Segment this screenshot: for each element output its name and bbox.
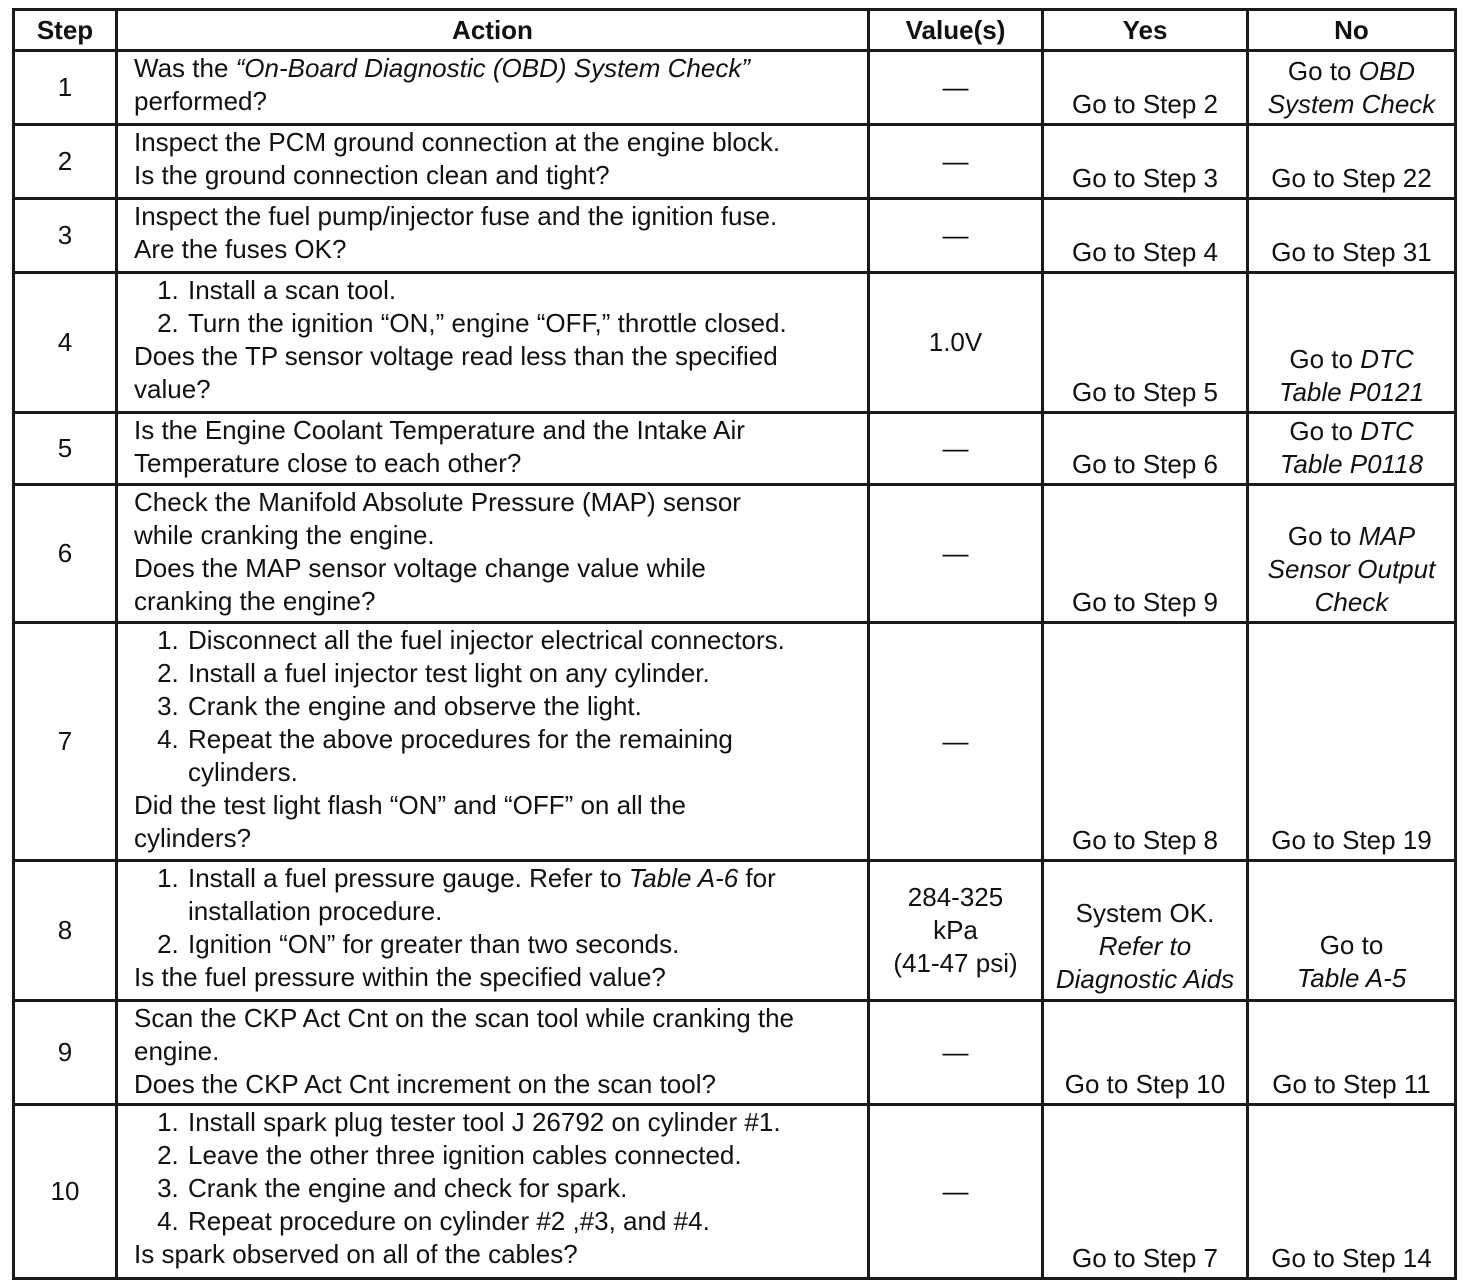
no-cell: Go to DTC Table P0121: [1248, 273, 1456, 413]
value-cell: —: [869, 1001, 1043, 1105]
yes-cell: Go to Step 7: [1043, 1105, 1248, 1279]
action-cell: Check the Manifold Absolute Pressure (MAP) sensor while cranking the engine. Does the MAP sensor voltage change value while cranking the engine?: [117, 485, 869, 623]
header-yes: Yes: [1043, 10, 1248, 51]
action-step: 1. Install a fuel pressure gauge. Refer to Table A-6 for installation procedure.: [186, 862, 819, 928]
value-cell: 284-325 kPa (41-47 psi): [869, 861, 1043, 1001]
value-cell: —: [869, 1105, 1043, 1279]
table-row: [14, 1105, 1456, 1279]
yes-cell: Go to Step 3: [1043, 125, 1248, 199]
action-step: 2. Ignition “ON” for greater than two seconds.: [186, 928, 819, 961]
action-cell: [117, 861, 869, 1001]
step-number: 7: [14, 623, 117, 861]
table-row: [14, 199, 1456, 273]
action-step: 4. Repeat the above procedures for the remaining cylinders.: [186, 723, 807, 789]
no-cell: Go to Step 19: [1248, 623, 1456, 861]
value-cell: —: [869, 125, 1043, 199]
action-step: 2. Install a fuel injector test light on any cylinder.: [186, 657, 807, 690]
no-cell: Go to Step 11: [1248, 1001, 1456, 1105]
action-steps-list: [134, 274, 859, 340]
action-cell: Scan the CKP Act Cnt on the scan tool while cranking the engine. Does the CKP Act Cnt increment on the scan tool?: [117, 1001, 869, 1105]
action-step: 1. Install spark plug tester tool J 26792 on cylinder #1.: [186, 1106, 859, 1139]
value-cell: —: [869, 199, 1043, 273]
step-number: 8: [14, 861, 117, 1001]
table-row: [14, 1001, 1456, 1105]
action-cell: [117, 1105, 869, 1279]
yes-cell: Go to Step 5: [1043, 273, 1248, 413]
header-row: [14, 10, 1456, 51]
step-number: 1: [14, 51, 117, 125]
yes-cell: Go to Step 9: [1043, 485, 1248, 623]
action-steps-list: [134, 1106, 859, 1238]
action-step: 3. Crank the engine and check for spark.: [186, 1172, 859, 1205]
no-cell: Go to Step 31: [1248, 199, 1456, 273]
action-question: Did the test light flash “ON” and “OFF” on all the cylinders?: [134, 790, 686, 853]
action-step: 3. Crank the engine and observe the light.: [186, 690, 807, 723]
step-number: 5: [14, 413, 117, 485]
action-cell: Inspect the fuel pump/injector fuse and the ignition fuse. Are the fuses OK?: [117, 199, 869, 273]
action-question: Does the TP sensor voltage read less than the specified value?: [134, 341, 778, 404]
value-cell: —: [869, 485, 1043, 623]
action-cell: Was the “On-Board Diagnostic (OBD) System Check” performed?: [117, 51, 869, 125]
yes-cell: System OK. Refer to Diagnostic Aids: [1043, 861, 1248, 1001]
diagnostic-table: [12, 8, 1457, 1280]
yes-cell: Go to Step 4: [1043, 199, 1248, 273]
action-step: 2. Turn the ignition “ON,” engine “OFF,” throttle closed.: [186, 307, 859, 340]
action-cell: Inspect the PCM ground connection at the engine block. Is the ground connection clean and tight?: [117, 125, 869, 199]
step-number: 2: [14, 125, 117, 199]
yes-cell: Go to Step 6: [1043, 413, 1248, 485]
table-row: [14, 413, 1456, 485]
action-steps-list: [134, 862, 859, 961]
yes-cell: Go to Step 2: [1043, 51, 1248, 125]
no-cell: Go to Step 14: [1248, 1105, 1456, 1279]
action-step: 2. Leave the other three ignition cables connected.: [186, 1139, 859, 1172]
table-row: [14, 125, 1456, 199]
header-step: Step: [14, 10, 117, 51]
value-cell: —: [869, 51, 1043, 125]
no-cell: Go to Step 22: [1248, 125, 1456, 199]
table-row: [14, 861, 1456, 1001]
table-row: [14, 623, 1456, 861]
step-number: 4: [14, 273, 117, 413]
no-cell: Go to Table A-5: [1248, 861, 1456, 1001]
header-action: Action: [117, 10, 869, 51]
action-question: Is the fuel pressure within the specified value?: [134, 962, 666, 992]
table-row: [14, 273, 1456, 413]
action-cell: [117, 623, 869, 861]
no-cell: Go to DTC Table P0118: [1248, 413, 1456, 485]
step-number: 10: [14, 1105, 117, 1279]
action-step: 1. Disconnect all the fuel injector electrical connectors.: [186, 624, 807, 657]
value-cell: —: [869, 623, 1043, 861]
no-cell: Go to OBD System Check: [1248, 51, 1456, 125]
step-number: 9: [14, 1001, 117, 1105]
header-no: No: [1248, 10, 1456, 51]
value-cell: 1.0V: [869, 273, 1043, 413]
step-number: 6: [14, 485, 117, 623]
value-cell: —: [869, 413, 1043, 485]
action-step: 4. Repeat procedure on cylinder #2 ,#3, and #4.: [186, 1205, 859, 1238]
step-number: 3: [14, 199, 117, 273]
header-values: Value(s): [869, 10, 1043, 51]
yes-cell: Go to Step 8: [1043, 623, 1248, 861]
action-steps-list: [134, 624, 807, 789]
action-cell: Is the Engine Coolant Temperature and the Intake Air Temperature close to each other?: [117, 413, 869, 485]
no-cell: Go to MAP Sensor Output Check: [1248, 485, 1456, 623]
table-row: [14, 51, 1456, 125]
action-step: 1. Install a scan tool.: [186, 274, 859, 307]
action-question: Is spark observed on all of the cables?: [134, 1239, 578, 1269]
table-row: [14, 485, 1456, 623]
yes-cell: Go to Step 10: [1043, 1001, 1248, 1105]
action-cell: [117, 273, 869, 413]
